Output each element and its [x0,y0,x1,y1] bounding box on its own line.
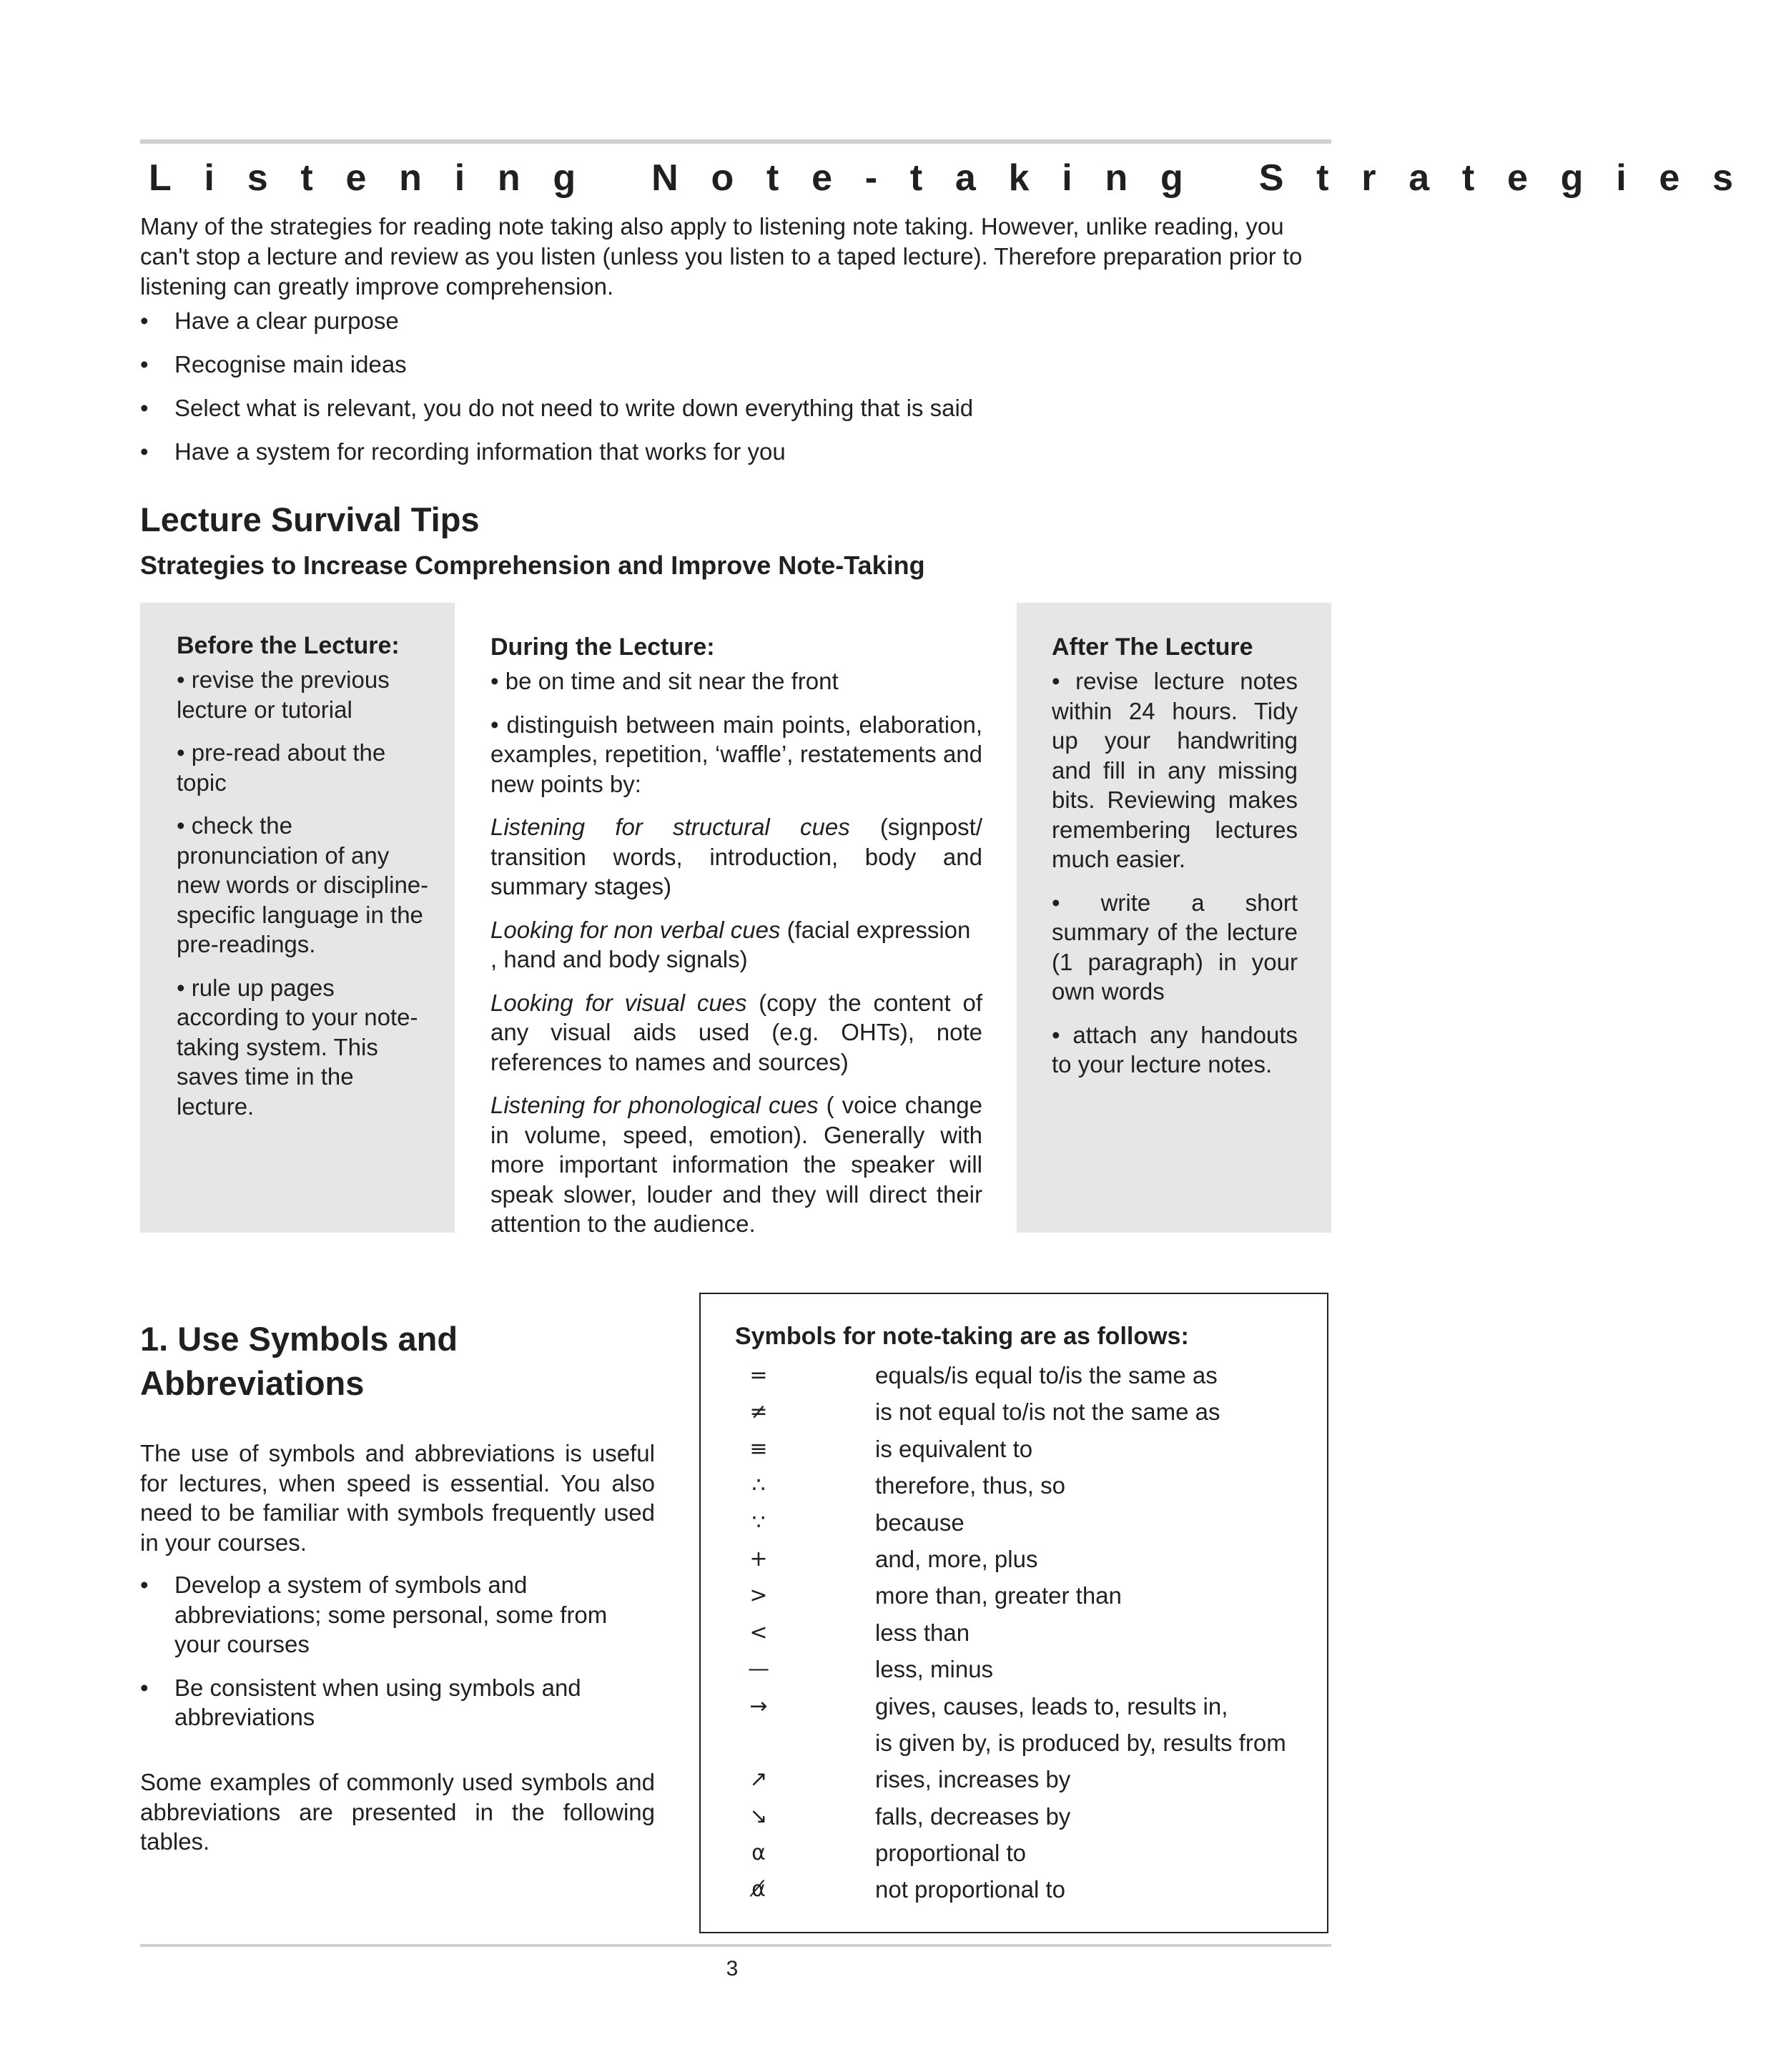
lecture-survival-subheading: Strategies to Increase Comprehension and Improve Note-Taking [140,551,925,580]
cue-text: (signpost/ transition words, introduction, body and summary stages) [490,814,982,899]
symbol-glyph: ≡ [749,1436,768,1461]
symbol-meaning: therefore, thus, so [875,1472,1065,1499]
cue-paragraph [490,1090,982,1239]
cue-text: (copy the content of any visual aids used (e.g. OHTs), note references to names and sources) [490,989,982,1075]
during-lecture-title: During the Lecture: [490,633,715,661]
symbols-section-heading: 1. Use Symbols and Abbreviations [140,1320,458,1402]
cue-text: ( voice change in volume, speed, emotion). Generally with more important information the speaker will speak slower, louder and they will direct their attention to the audience. [490,1092,982,1237]
symbol-row [735,1393,1321,1430]
list-item: • Have a clear purpose [140,306,1331,336]
cue-text: (facial expression , hand and body signals) [490,916,971,972]
during-lecture-item: • distinguish between main points, elaboration, examples, repetition, ‘waffle’, restatements and new points by: [490,711,982,797]
symbol-row [735,1798,1321,1835]
symbol-row [735,1541,1321,1577]
top-rule [140,139,1331,144]
symbol-glyph: → [749,1693,768,1719]
before-lecture-item: • pre-read about the topic [177,739,386,796]
symbol-glyph: > [749,1583,768,1609]
symbol-row [735,1871,1321,1908]
symbol-row [735,1688,1321,1725]
symbol-table-title: Symbols for note-taking are as follows: [735,1323,1189,1350]
cue-paragraph [490,812,982,902]
symbol-meaning: is not equal to/is not the same as [875,1398,1220,1426]
after-lecture-item: • revise lecture notes within 24 hours. Tidy up your handwriting and fill in any missing bits. Reviewing makes remembering lectures much easier. [1052,668,1298,872]
symbol-meaning: gives, causes, leads to, results in, [875,1692,1228,1720]
symbols-outro-paragraph: Some examples of commonly used symbols and abbreviations are presented in the following tables. [140,1769,655,1855]
symbol-list [735,1357,1321,1908]
cue-paragraph [490,988,982,1077]
before-lecture-title: Before the Lecture: [177,632,400,659]
cue-label: Listening for structural cues [490,814,850,840]
intro-bullet-list [140,306,1331,480]
symbol-meaning: because [875,1509,965,1536]
symbol-meaning: falls, decreases by [875,1802,1071,1830]
symbol-glyph: ∵ [751,1509,766,1535]
symbols-bullet-list [140,1570,655,1746]
page-title: Listening Note-taking Strategies [149,157,1766,199]
symbol-row [735,1835,1321,1871]
list-item: • Develop a system of symbols and abbreviations; some personal, some from your courses [140,1570,655,1659]
symbol-meaning: proportional to [875,1840,1026,1867]
before-lecture-item: • check the pronunciation of any new words or discipline-specific language in the pre-readings. [177,812,429,957]
list-item: • Select what is relevant, you do not need to write down everything that is said [140,393,1331,423]
list-item: • Be consistent when using symbols and abbreviations [140,1673,655,1732]
symbol-row [735,1357,1321,1393]
after-lecture-item: • write a short summary of the lecture (1 paragraph) in your own words [1052,889,1298,1005]
symbol-meaning: and, more, plus [875,1545,1038,1572]
after-lecture-item: • attach any handouts to your lecture notes. [1052,1021,1298,1077]
list-item: • Have a system for recording information that works for you [140,437,1331,467]
symbol-meaning: less, minus [875,1656,994,1683]
after-lecture-title: After The Lecture [1052,633,1253,661]
symbol-row [735,1614,1321,1651]
list-item: • Recognise main ideas [140,350,1331,380]
during-lecture-column [490,632,982,1253]
symbol-meaning: is equivalent to [875,1435,1033,1462]
symbol-row [735,1761,1321,1797]
symbol-glyph: = [749,1363,768,1388]
symbol-glyph: — [748,1657,769,1682]
symbol-meaning: rises, increases by [875,1766,1071,1793]
symbol-meaning: not proportional to [875,1876,1066,1903]
cue-paragraph [490,915,982,975]
bottom-rule [140,1944,1331,1947]
lecture-survival-heading: Lecture Survival Tips [140,500,480,538]
symbol-glyph: α [751,1840,766,1866]
symbol-meaning: more than, greater than [875,1582,1122,1609]
before-lecture-item: • rule up pages according to your note-taking system. This saves time in the lecture. [177,974,418,1120]
symbol-meaning: less than [875,1619,970,1646]
symbol-table-box [699,1293,1328,1933]
symbol-row [735,1725,1321,1761]
cue-label: Looking for non verbal cues [490,916,781,943]
cue-label: Listening for phonological cues [490,1092,819,1118]
symbols-intro-paragraph: The use of symbols and abbreviations is useful for lectures, when speed is essential. You also need to be familiar with symbols frequently used in your courses. [140,1440,655,1556]
symbol-row [735,1431,1321,1467]
symbol-glyph: ≠ [749,1399,768,1425]
before-lecture-item: • revise the previous lecture or tutorial [177,666,390,723]
symbol-row [735,1504,1321,1541]
during-lecture-item: • be on time and sit near the front [490,668,839,694]
symbol-glyph: < [749,1619,768,1645]
cue-label: Looking for visual cues [490,989,747,1016]
intro-paragraph: Many of the strategies for reading note taking also apply to listening note taking. However, unlike reading, you can't stop a lecture and review as you listen (unless you listen to a taped lecture). Therefore preparation prior to listening can greatly improve comprehension. [140,213,1303,300]
symbol-glyph: + [749,1546,768,1572]
symbol-meaning: equals/is equal to/is the same as [875,1362,1218,1388]
symbol-glyph: α̸ [751,1877,766,1903]
symbol-glyph: ∴ [751,1473,766,1499]
symbol-glyph: ↗ [749,1767,768,1792]
symbol-row [735,1577,1321,1614]
symbol-meaning: is given by, is produced by, results from [875,1729,1286,1756]
symbol-glyph: ↘ [749,1803,768,1829]
symbol-glyph [735,1725,782,1761]
symbol-row [735,1651,1321,1687]
before-lecture-column [177,631,434,1135]
symbol-row [735,1467,1321,1504]
page-number: 3 [726,1957,739,1980]
after-lecture-column [1052,632,1298,1093]
